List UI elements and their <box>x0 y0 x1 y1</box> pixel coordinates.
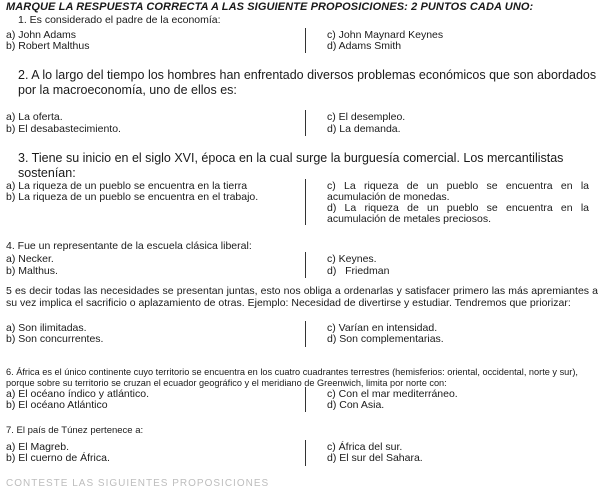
question-1-option-b: b) Robert Malthus <box>6 40 90 52</box>
question-5-text: 5 es decir todas las necesidades se presentan juntas, esto nos obliga a ordenarlas y satisfacer primero las más apremiantes a su vez implica el sacrificio o aplazamiento de otras. Ejemplo: Necesidad de divertirse y estudiar. Tendremos que priorizar: <box>6 285 598 309</box>
question-4-option-a: a) Necker. <box>6 253 54 265</box>
question-3-option-a: a) La riqueza de un pueblo se encuentra en la tierra <box>6 180 248 192</box>
column-divider <box>305 252 306 278</box>
question-7-option-a: a) El Magreb. <box>6 441 70 453</box>
question-4-option-c: c) Keynes. <box>327 253 377 265</box>
question-6-option-b: b) El océano Atlántico <box>6 399 108 411</box>
column-divider <box>305 321 306 347</box>
exam-title: MARQUE LA RESPUESTA CORRECTA A LAS SIGUIENTE PROPOSICIONES: 2 PUNTOS CADA UNO: <box>6 1 534 13</box>
question-2-option-c: c) El desempleo. <box>327 111 406 123</box>
column-divider <box>305 440 306 466</box>
question-1-option-a: a) John Adams <box>6 29 77 41</box>
question-1-option-c: c) John Maynard Keynes <box>327 29 444 41</box>
question-7-option-d: d) El sur del Sahara. <box>327 452 423 464</box>
question-2-text: 2. A lo largo del tiempo los hombres han enfrentado diversos problemas económicos que son abordados por la macroeconomía, uno de ellos es: <box>18 68 597 97</box>
question-1-option-d: d) Adams Smith <box>327 40 402 52</box>
question-2-option-a: a) La oferta. <box>6 111 63 123</box>
question-5-option-d: d) Son complementarias. <box>327 333 444 345</box>
question-6-option-c: c) Con el mar mediterráneo. <box>327 388 458 400</box>
question-7-option-c: c) África del sur. <box>327 441 403 453</box>
question-5-option-a: a) Son ilimitadas. <box>6 322 87 334</box>
question-2-option-d: d) La demanda. <box>327 123 401 135</box>
question-1-text: 1. Es considerado el padre de la economía: <box>18 14 221 26</box>
question-5-option-c: c) Varían en intensidad. <box>327 322 438 334</box>
question-3-option-d: d) La riqueza de un pueblo se encuentra en la acumulación de metales preciosos. <box>327 202 589 225</box>
question-4-text: 4. Fue un representante de la escuela clásica liberal: <box>6 240 252 252</box>
question-4-option-b: b) Malthus. <box>6 265 58 277</box>
question-3-option-b: b) La riqueza de un pueblo se encuentra en el trabajo. <box>6 191 259 203</box>
question-5-option-b: b) Son concurrentes. <box>6 333 104 345</box>
question-6-option-a: a) El océano índico y atlántico. <box>6 388 150 400</box>
column-divider <box>305 110 306 136</box>
column-divider <box>305 28 306 53</box>
question-4-option-d: d) Friedman <box>327 265 390 277</box>
question-2-option-b: b) El desabastecimiento. <box>6 123 121 135</box>
faded-next-section-heading: CONTESTE LAS SIGUIENTES PROPOSICIONES <box>6 478 270 489</box>
question-3-text: 3. Tiene su inicio en el siglo XVI, época en la cual surge la burguesía comercial. Los mercantilistas sostenían: <box>18 151 564 180</box>
column-divider <box>305 387 306 412</box>
question-6-text: 6. África es el único continente cuyo territorio se encuentra en los cuatro cuadrantes terrestres (hemisferios: oriental, occidental, norte y sur), porque sobre su territorio se cruzan el ecuador geográfico y el meridiano de Greenwich, limita por norte con: <box>6 367 578 388</box>
question-7-option-b: b) El cuerno de África. <box>6 452 110 464</box>
column-divider <box>305 179 306 225</box>
question-3-option-c: c) La riqueza de un pueblo se encuentra en la acumulación de monedas. <box>327 180 589 203</box>
question-7-text: 7. El país de Túnez pertenece a: <box>6 425 144 436</box>
question-6-option-d: d) Con Asia. <box>327 399 385 411</box>
